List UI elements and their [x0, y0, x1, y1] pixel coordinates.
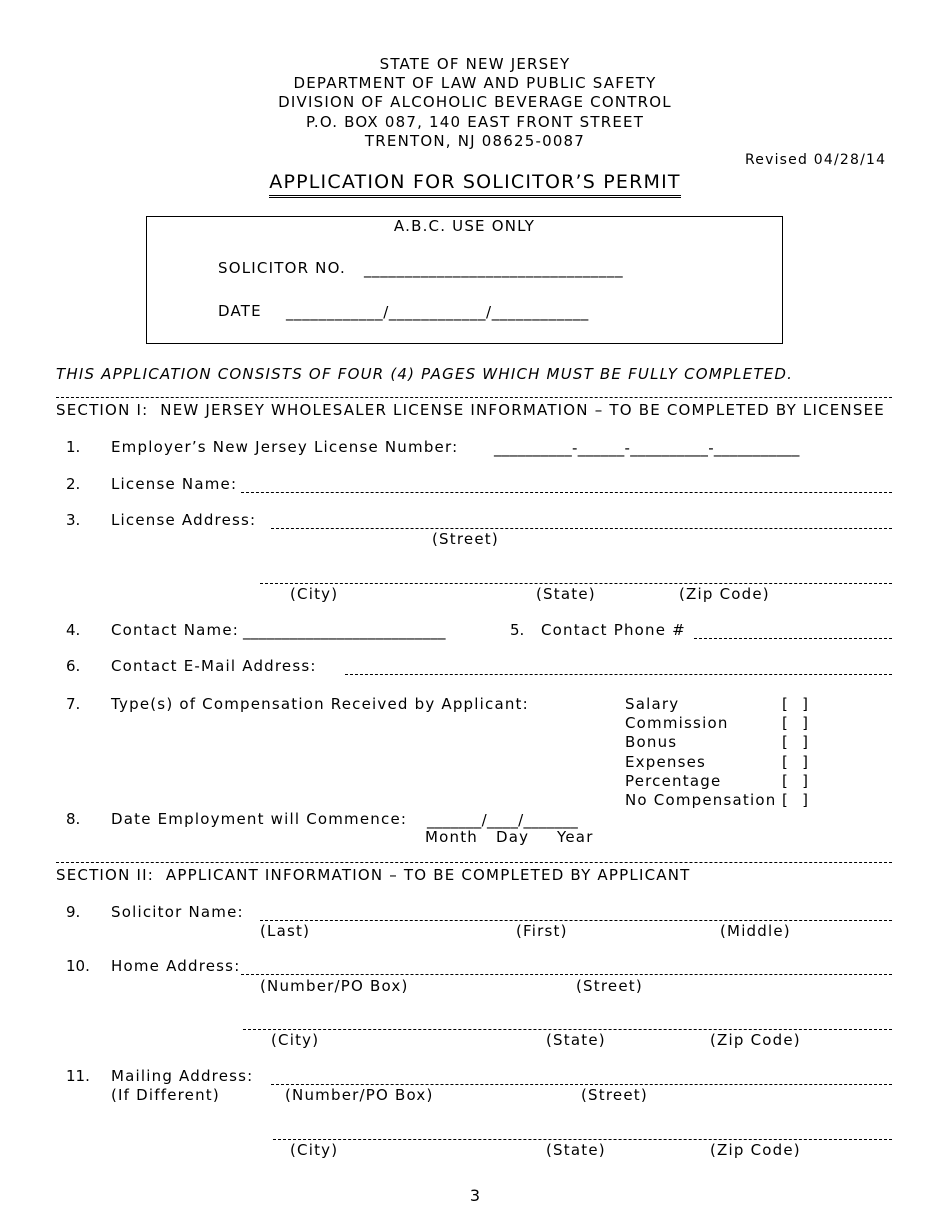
solicitor-no-label: SOLICITOR NO. [218, 259, 346, 277]
q10-city-caption: (City) [271, 1031, 320, 1049]
q11-if-different-caption: (If Different) [111, 1086, 220, 1104]
commission-checkbox[interactable]: [ ] [782, 714, 809, 732]
form-title-text: APPLICATION FOR SOLICITOR’S PERMIT [269, 170, 680, 198]
q3-state-caption: (State) [536, 585, 596, 603]
q11-box-caption: (Number/PO Box) [285, 1086, 434, 1104]
q10-state-caption: (State) [546, 1031, 606, 1049]
fill-line [345, 674, 892, 675]
date-field[interactable]: ____________/____________/____________ [286, 303, 589, 321]
q9-label: Solicitor Name: [111, 903, 244, 921]
abc-use-only-heading: A.B.C. USE ONLY [393, 217, 536, 235]
q2-number: 2. [66, 475, 81, 493]
abc-use-only-box [146, 216, 783, 344]
q11-mailing-address-field[interactable] [271, 1067, 892, 1085]
q9-last-caption: (Last) [260, 922, 311, 940]
solicitor-no-field[interactable]: ________________________________ [364, 260, 624, 278]
q10-box-caption: (Number/PO Box) [260, 977, 409, 995]
page-number: 3 [469, 1186, 481, 1205]
notice-text: THIS APPLICATION CONSISTS OF FOUR (4) PAGES WHICH MUST BE FULLY COMPLETED. [56, 365, 794, 383]
q8-number: 8. [66, 810, 81, 828]
q4-number: 4. [66, 621, 81, 639]
q11-city-state-zip-field[interactable] [273, 1122, 892, 1140]
header-division: DIVISION OF ALCOHOLIC BEVERAGE CONTROL [278, 93, 672, 111]
q11-number: 11. [66, 1067, 90, 1085]
fill-line [271, 528, 892, 529]
q10-number: 10. [66, 957, 90, 975]
q1-license-number-field[interactable]: __________-______-__________-___________ [494, 439, 800, 457]
q8-label: Date Employment will Commence: [111, 810, 408, 828]
q3-city-state-zip-field[interactable] [260, 566, 892, 584]
q4-contact-name-field[interactable]: __________________________ [243, 622, 446, 640]
bonus-checkbox[interactable]: [ ] [782, 733, 809, 751]
form-title [0, 170, 950, 198]
q6-label: Contact E-Mail Address: [111, 657, 317, 675]
q5-contact-phone-field[interactable] [694, 621, 892, 639]
q9-first-caption: (First) [516, 922, 568, 940]
fill-line [271, 1084, 892, 1085]
compensation-option-label: No Compensation [625, 791, 777, 809]
no-compensation-checkbox[interactable]: [ ] [782, 791, 809, 809]
q3-city-caption: (City) [290, 585, 339, 603]
divider [56, 862, 892, 863]
compensation-option-label: Commission [625, 714, 729, 732]
percentage-checkbox[interactable]: [ ] [782, 772, 809, 790]
q5-label: Contact Phone # [541, 621, 686, 639]
fill-line [241, 492, 892, 493]
divider [56, 397, 892, 398]
q3-street-caption: (Street) [432, 530, 499, 548]
q3-zip-caption: (Zip Code) [679, 585, 770, 603]
q7-number: 7. [66, 695, 81, 713]
q11-city-caption: (City) [290, 1141, 339, 1159]
q3-street-field[interactable] [271, 511, 892, 529]
compensation-option-label: Percentage [625, 772, 722, 790]
q9-number: 9. [66, 903, 81, 921]
revised-date: Revised 04/28/14 [745, 152, 887, 168]
compensation-option-label: Expenses [625, 753, 707, 771]
q8-date-field[interactable]: _______/____/_______ [427, 811, 579, 829]
q1-label: Employer’s New Jersey License Number: [111, 438, 459, 456]
q5-number: 5. [510, 621, 525, 639]
q2-license-name-field[interactable] [241, 475, 892, 493]
q6-number: 6. [66, 657, 81, 675]
compensation-option-label: Salary [625, 695, 680, 713]
q1-number: 1. [66, 438, 81, 456]
compensation-option-label: Bonus [625, 733, 678, 751]
q10-city-state-zip-field[interactable] [243, 1012, 892, 1030]
section1-heading: SECTION I: NEW JERSEY WHOLESALER LICENSE INFORMATION – TO BE COMPLETED BY LICENSEE [56, 401, 885, 419]
salary-checkbox[interactable]: [ ] [782, 695, 809, 713]
q10-home-address-field[interactable] [241, 957, 892, 975]
q11-street-caption: (Street) [581, 1086, 648, 1104]
fill-line [260, 920, 892, 921]
fill-line [260, 583, 892, 584]
fill-line [243, 1029, 892, 1030]
fill-line [241, 974, 892, 975]
q3-label: License Address: [111, 511, 257, 529]
header-department: DEPARTMENT OF LAW AND PUBLIC SAFETY [293, 74, 657, 92]
header-city: TRENTON, NJ 08625-0087 [364, 132, 586, 150]
q11-label: Mailing Address: [111, 1067, 254, 1085]
header-state: STATE OF NEW JERSEY [379, 55, 571, 73]
q8-year-caption: Year [557, 828, 594, 846]
fill-line [273, 1139, 892, 1140]
section2-heading: SECTION II: APPLICANT INFORMATION – TO BE COMPLETED BY APPLICANT [56, 866, 691, 884]
q8-month-caption: Month [425, 828, 479, 846]
q9-middle-caption: (Middle) [720, 922, 791, 940]
q2-label: License Name: [111, 475, 238, 493]
q8-day-caption: Day [496, 828, 530, 846]
q4-label: Contact Name: [111, 621, 240, 639]
header-address: P.O. BOX 087, 140 EAST FRONT STREET [305, 113, 645, 131]
q3-number: 3. [66, 511, 81, 529]
date-label: DATE [218, 302, 262, 320]
q11-zip-caption: (Zip Code) [710, 1141, 801, 1159]
q10-label: Home Address: [111, 957, 241, 975]
q11-state-caption: (State) [546, 1141, 606, 1159]
q10-street-caption: (Street) [576, 977, 643, 995]
q10-zip-caption: (Zip Code) [710, 1031, 801, 1049]
q7-label: Type(s) of Compensation Received by Applicant: [111, 695, 529, 713]
fill-line [694, 638, 892, 639]
expenses-checkbox[interactable]: [ ] [782, 753, 809, 771]
q9-solicitor-name-field[interactable] [260, 903, 892, 921]
q6-email-field[interactable] [345, 657, 892, 675]
